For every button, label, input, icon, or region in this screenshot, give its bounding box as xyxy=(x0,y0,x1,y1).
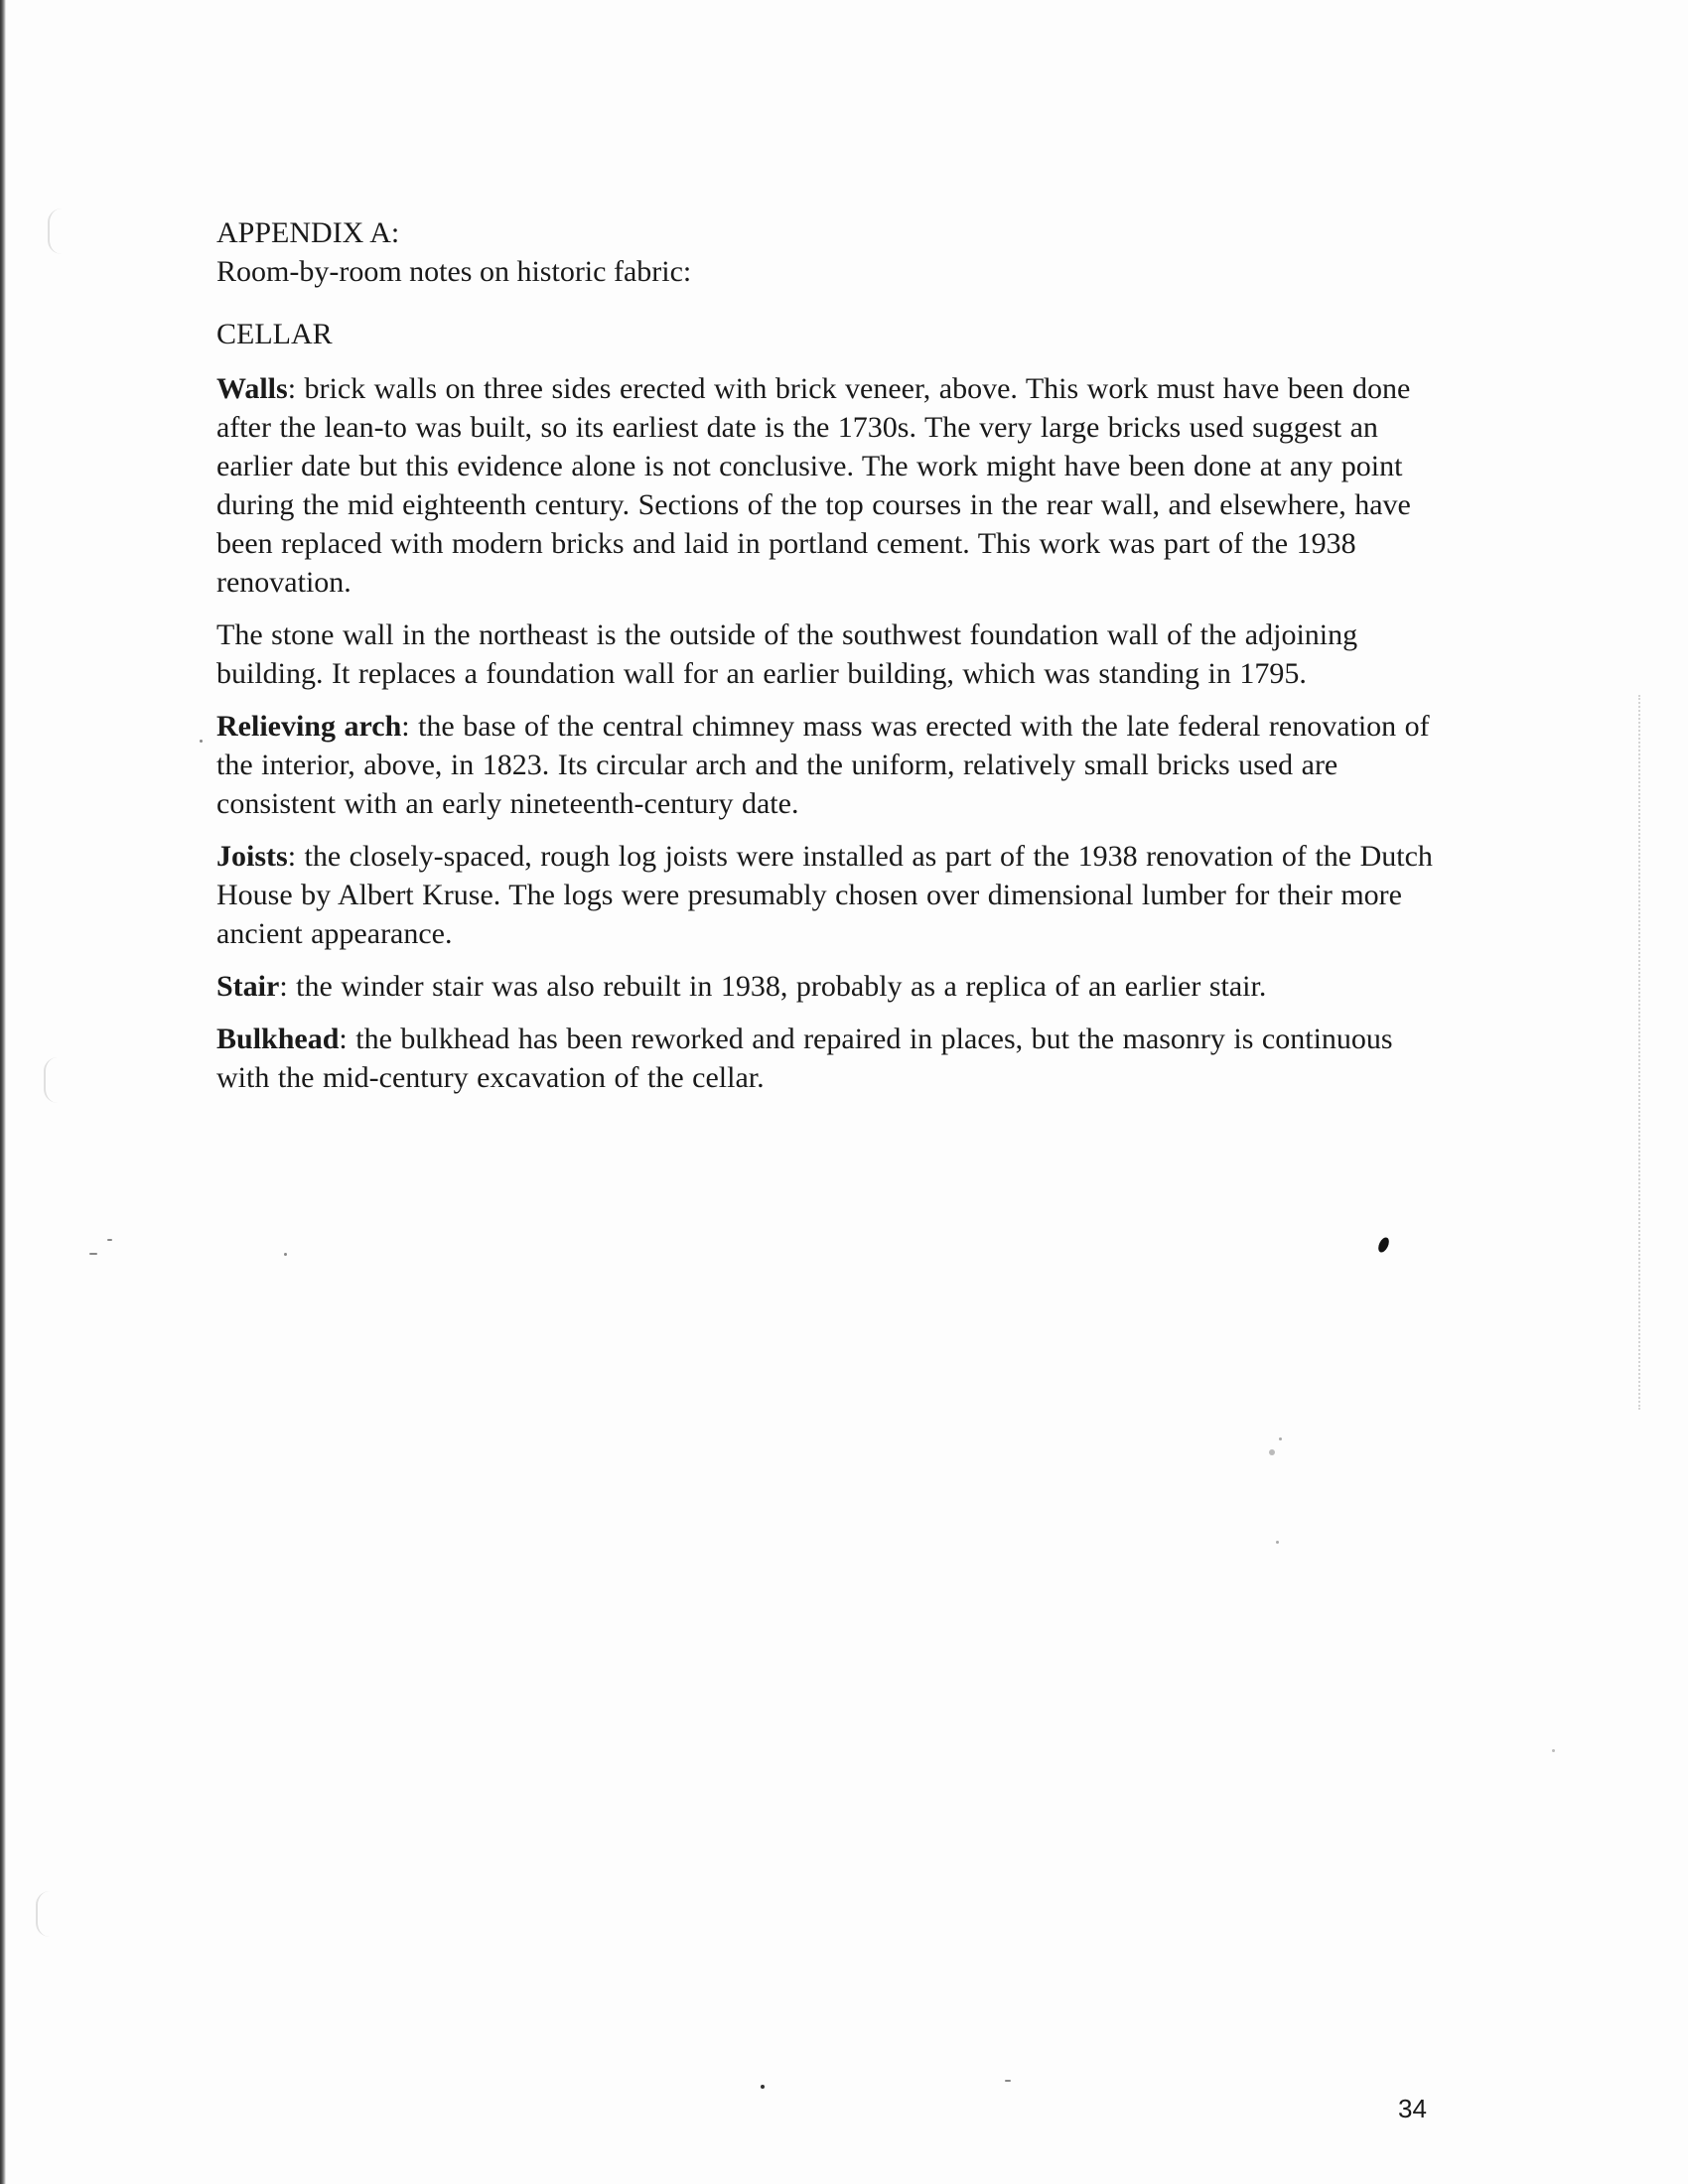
scan-speck xyxy=(1552,1749,1555,1752)
paragraph-stone-wall xyxy=(216,615,1438,693)
scan-bracket-mark xyxy=(48,208,64,254)
paragraph-bulkhead xyxy=(216,1020,1438,1097)
scan-speck xyxy=(284,1253,287,1256)
paragraph-text: : the closely-spaced, rough log joists were installed as part of the 1938 renovation of the Dutch House by Albert Kruse. The logs were presumably chosen over dimensional lumber for their more ancient appearance. xyxy=(216,840,1433,950)
ink-blot xyxy=(1376,1236,1391,1254)
paragraph-walls xyxy=(216,369,1438,602)
paragraph-term: Walls xyxy=(216,372,288,405)
paragraph-text: : the base of the central chimney mass was erected with the late federal renovation of the interior, above, in 1823. Its circular arch and the uniform, relatively small bricks used are consistent with an early nineteenth-century date. xyxy=(216,710,1430,820)
document-body xyxy=(216,213,1438,1111)
scan-speck xyxy=(1269,1449,1275,1455)
scan-speck xyxy=(107,1239,112,1241)
paragraph-text: : brick walls on three sides erected with brick veneer, above. This work must have been done after the lean-to was built, so its earliest date is the 1730s. The very large bricks used suggest an earlier date but this evidence alone is not conclusive. The work might have been done at any point during the mid eighteenth century. Sections of the top courses in the rear wall, and elsewhere, have been replaced with modern bricks and laid in portland cement. This work was part of the 1938 renovation. xyxy=(216,372,1411,599)
scan-speck xyxy=(1276,1541,1279,1544)
page-number: 34 xyxy=(1398,2094,1427,2123)
paragraph-term: Bulkhead xyxy=(216,1023,340,1055)
paragraph-term: Stair xyxy=(216,970,280,1003)
scan-speck xyxy=(1279,1437,1282,1440)
scan-speck xyxy=(89,1253,97,1255)
paragraph-relieving-arch xyxy=(216,707,1438,823)
scan-bracket-mark xyxy=(36,1891,52,1937)
scan-speck xyxy=(761,2085,765,2089)
section-heading: CELLAR xyxy=(216,318,333,350)
scan-left-edge xyxy=(0,0,6,2184)
scan-speck xyxy=(200,740,203,743)
paragraph-term: Joists xyxy=(216,840,288,873)
appendix-title: APPENDIX A: xyxy=(216,216,400,249)
paragraph-stair xyxy=(216,967,1438,1006)
scan-speck xyxy=(1005,2080,1011,2082)
paragraph-term: Relieving arch xyxy=(216,710,402,743)
scan-right-edge xyxy=(1638,695,1642,1410)
paragraph-joists xyxy=(216,837,1438,953)
paragraph-text: The stone wall in the northeast is the outside of the southwest foundation wall of the adjoining building. It replaces a foundation wall for an earlier building, which was standing in 1795. xyxy=(216,618,1358,690)
appendix-subtitle: Room-by-room notes on historic fabric: xyxy=(216,255,692,288)
paragraph-text: : the bulkhead has been reworked and repaired in places, but the masonry is continuous with the mid-century excavation of the cellar. xyxy=(216,1023,1393,1094)
paragraph-text: : the winder stair was also rebuilt in 1938, probably as a replica of an earlier stair. xyxy=(279,970,1267,1003)
scan-bracket-mark xyxy=(44,1057,60,1103)
